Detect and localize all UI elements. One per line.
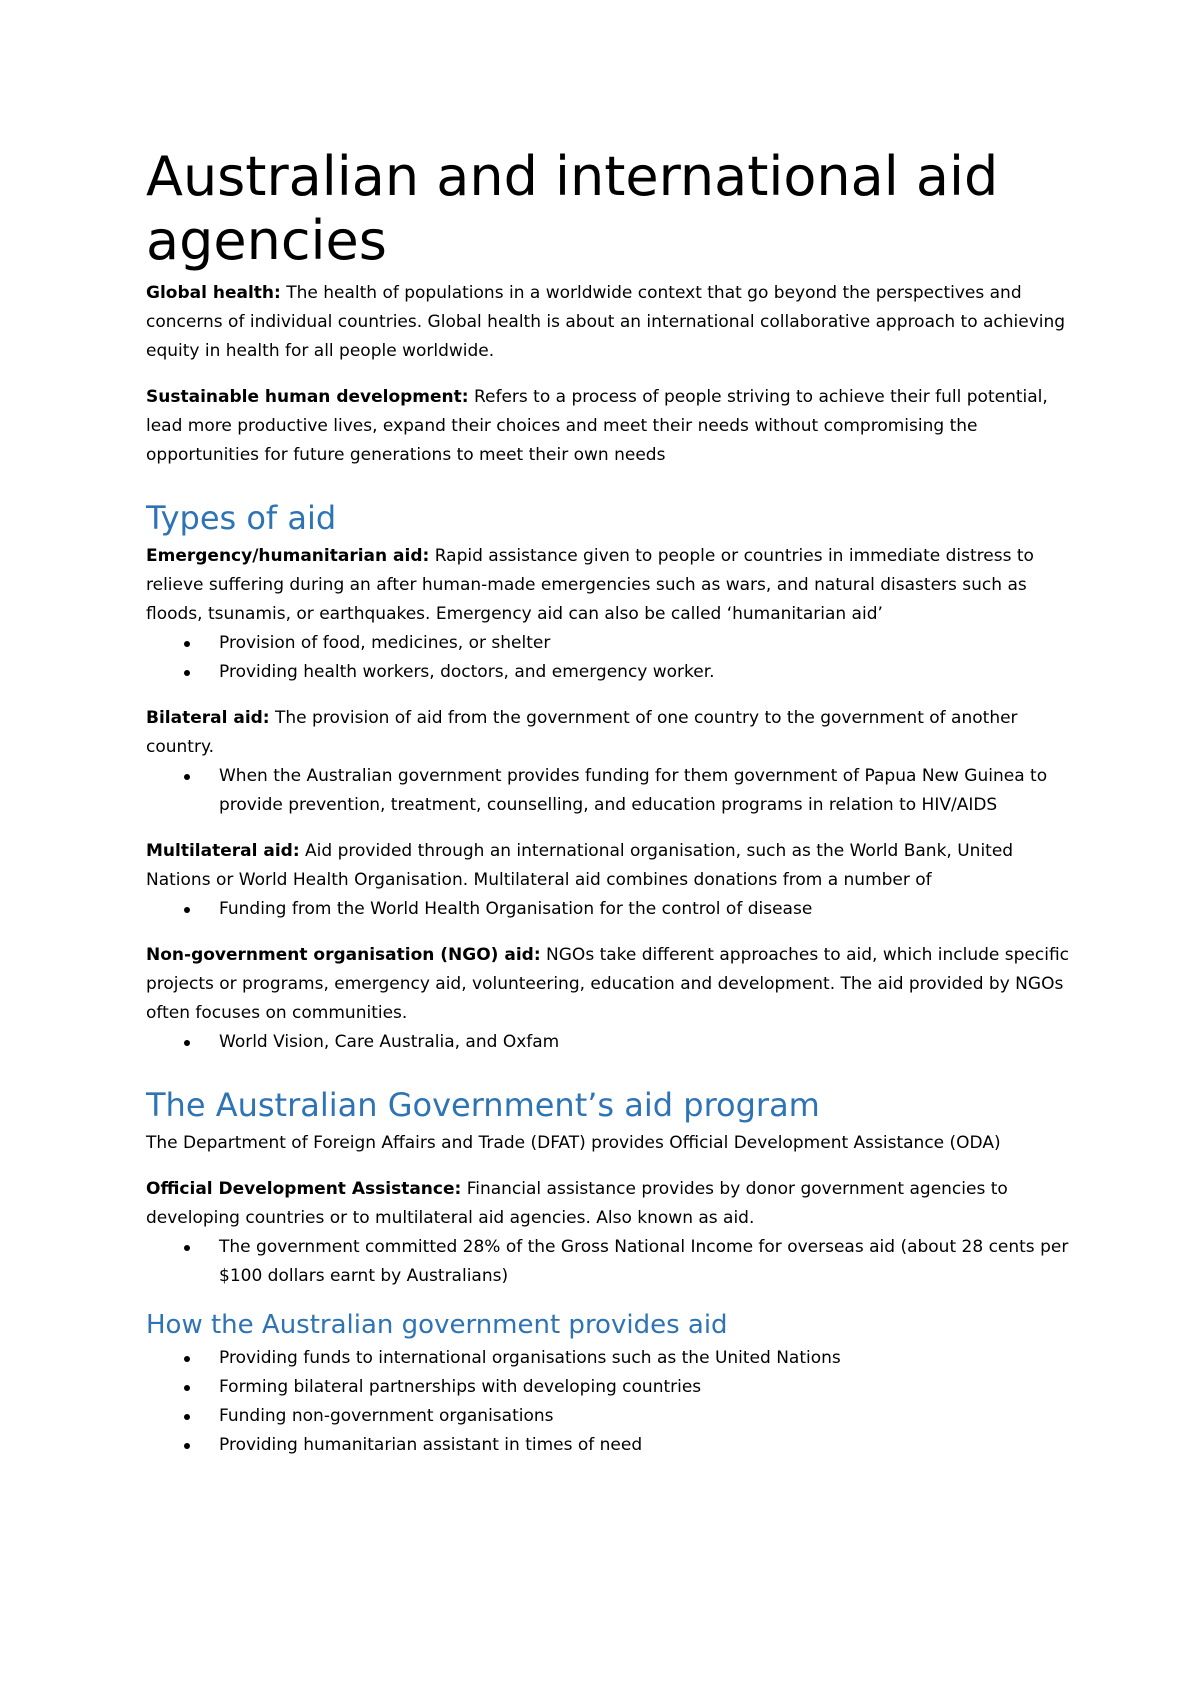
list-item — [146, 658, 1076, 687]
definition-multilateral-aid — [146, 837, 1076, 895]
list-item-text: Provision of food, medicines, or shelter — [219, 633, 551, 653]
definition-text: The provision of aid from the government of one country to the government of another country. — [146, 708, 1018, 757]
list-item — [146, 1028, 1076, 1057]
bilateral-aid-bullets — [146, 762, 1076, 820]
definition-ngo-aid — [146, 941, 1076, 1028]
bullet-icon — [184, 1443, 190, 1449]
list-item — [146, 1373, 1076, 1402]
multilateral-aid-bullets — [146, 895, 1076, 924]
ngo-aid-bullets — [146, 1028, 1076, 1057]
list-item — [146, 629, 1076, 658]
definition-term: Emergency/humanitarian aid: — [146, 546, 430, 566]
list-item — [146, 1431, 1076, 1460]
definition-text: Rapid assistance given to people or countries in immediate distress to relieve suffering during an after human-made emergencies such as wars, and natural disasters such as floods, tsunamis, or earthquakes. Emergency aid can also be called ‘humanitarian aid’ — [146, 546, 1034, 624]
list-item-text: Funding non-government organisations — [219, 1406, 554, 1426]
list-item-text: When the Australian government provides funding for them government of Papua New Guinea to provide prevention, treatment, counselling, and education programs in relation to HIV/AIDS — [219, 766, 1048, 815]
program-intro: The Department of Foreign Affairs and Trade (DFAT) provides Official Development Assistance (ODA) — [146, 1133, 1001, 1153]
definition-sustainable-development — [146, 383, 1076, 470]
definition-global-health — [146, 279, 1076, 366]
bullet-icon — [184, 641, 190, 647]
definition-term: Sustainable human development: — [146, 387, 469, 407]
bullet-icon — [184, 670, 190, 676]
definition-term: Bilateral aid: — [146, 708, 270, 728]
list-item — [146, 895, 1076, 924]
definition-text: NGOs take different approaches to aid, which include specific projects or programs, emergency aid, volunteering, education and development. The aid provided by NGOs often focuses on communities. — [146, 945, 1070, 1023]
bullet-icon — [184, 907, 190, 913]
bullet-icon — [184, 1414, 190, 1420]
definition-emergency-aid — [146, 542, 1076, 629]
list-item-text: Providing health workers, doctors, and emergency worker. — [219, 662, 715, 682]
document-title: Australian and international aid agencies — [146, 145, 999, 272]
list-item-text: The government committed 28% of the Gross National Income for overseas aid (about 28 cents per $100 dollars earnt by Australians) — [219, 1237, 1069, 1286]
definition-term: Non-government organisation (NGO) aid: — [146, 945, 541, 965]
list-item — [146, 1233, 1076, 1291]
bullet-icon — [184, 774, 190, 780]
bullet-icon — [184, 1356, 190, 1362]
definition-bilateral-aid — [146, 704, 1076, 762]
how-aid-bullets — [146, 1344, 1076, 1460]
list-item-text: Providing funds to international organisations such as the United Nations — [219, 1348, 841, 1368]
bullet-icon — [184, 1385, 190, 1391]
heading-government-aid-program: The Australian Government’s aid program — [146, 1086, 820, 1124]
emergency-aid-bullets — [146, 629, 1076, 687]
definition-oda — [146, 1175, 1076, 1233]
list-item-text: Funding from the World Health Organisation for the control of disease — [219, 899, 813, 919]
definition-term: Official Development Assistance: — [146, 1179, 462, 1199]
heading-types-of-aid: Types of aid — [146, 499, 337, 537]
bullet-icon — [184, 1245, 190, 1251]
definition-text: The health of populations in a worldwide context that go beyond the perspectives and concerns of individual countries. Global health is about an international collaborative approach to achieving equity in health for all people worldwide. — [146, 283, 1066, 361]
definition-term: Global health: — [146, 283, 281, 303]
definition-text: Aid provided through an international organisation, such as the World Bank, United Nations or World Health Organisation. Multilateral aid combines donations from a number of — [146, 841, 1014, 890]
bullet-icon — [184, 1040, 190, 1046]
oda-bullets — [146, 1233, 1076, 1291]
definition-term: Multilateral aid: — [146, 841, 300, 861]
list-item — [146, 1402, 1076, 1431]
list-item-text: Forming bilateral partnerships with developing countries — [219, 1377, 702, 1397]
list-item — [146, 1344, 1076, 1373]
heading-how-government-provides-aid: How the Australian government provides aid — [146, 1310, 728, 1340]
list-item — [146, 762, 1076, 820]
document-page — [146, 145, 1076, 1477]
definition-text: Financial assistance provides by donor government agencies to developing countries or to multilateral aid agencies. Also known as aid. — [146, 1179, 1008, 1228]
definition-text: Refers to a process of people striving to achieve their full potential, lead more productive lives, expand their choices and meet their needs without compromising the opportunities for future generations to meet their own needs — [146, 387, 1048, 465]
list-item-text: Providing humanitarian assistant in times of need — [219, 1435, 643, 1455]
list-item-text: World Vision, Care Australia, and Oxfam — [219, 1032, 560, 1052]
